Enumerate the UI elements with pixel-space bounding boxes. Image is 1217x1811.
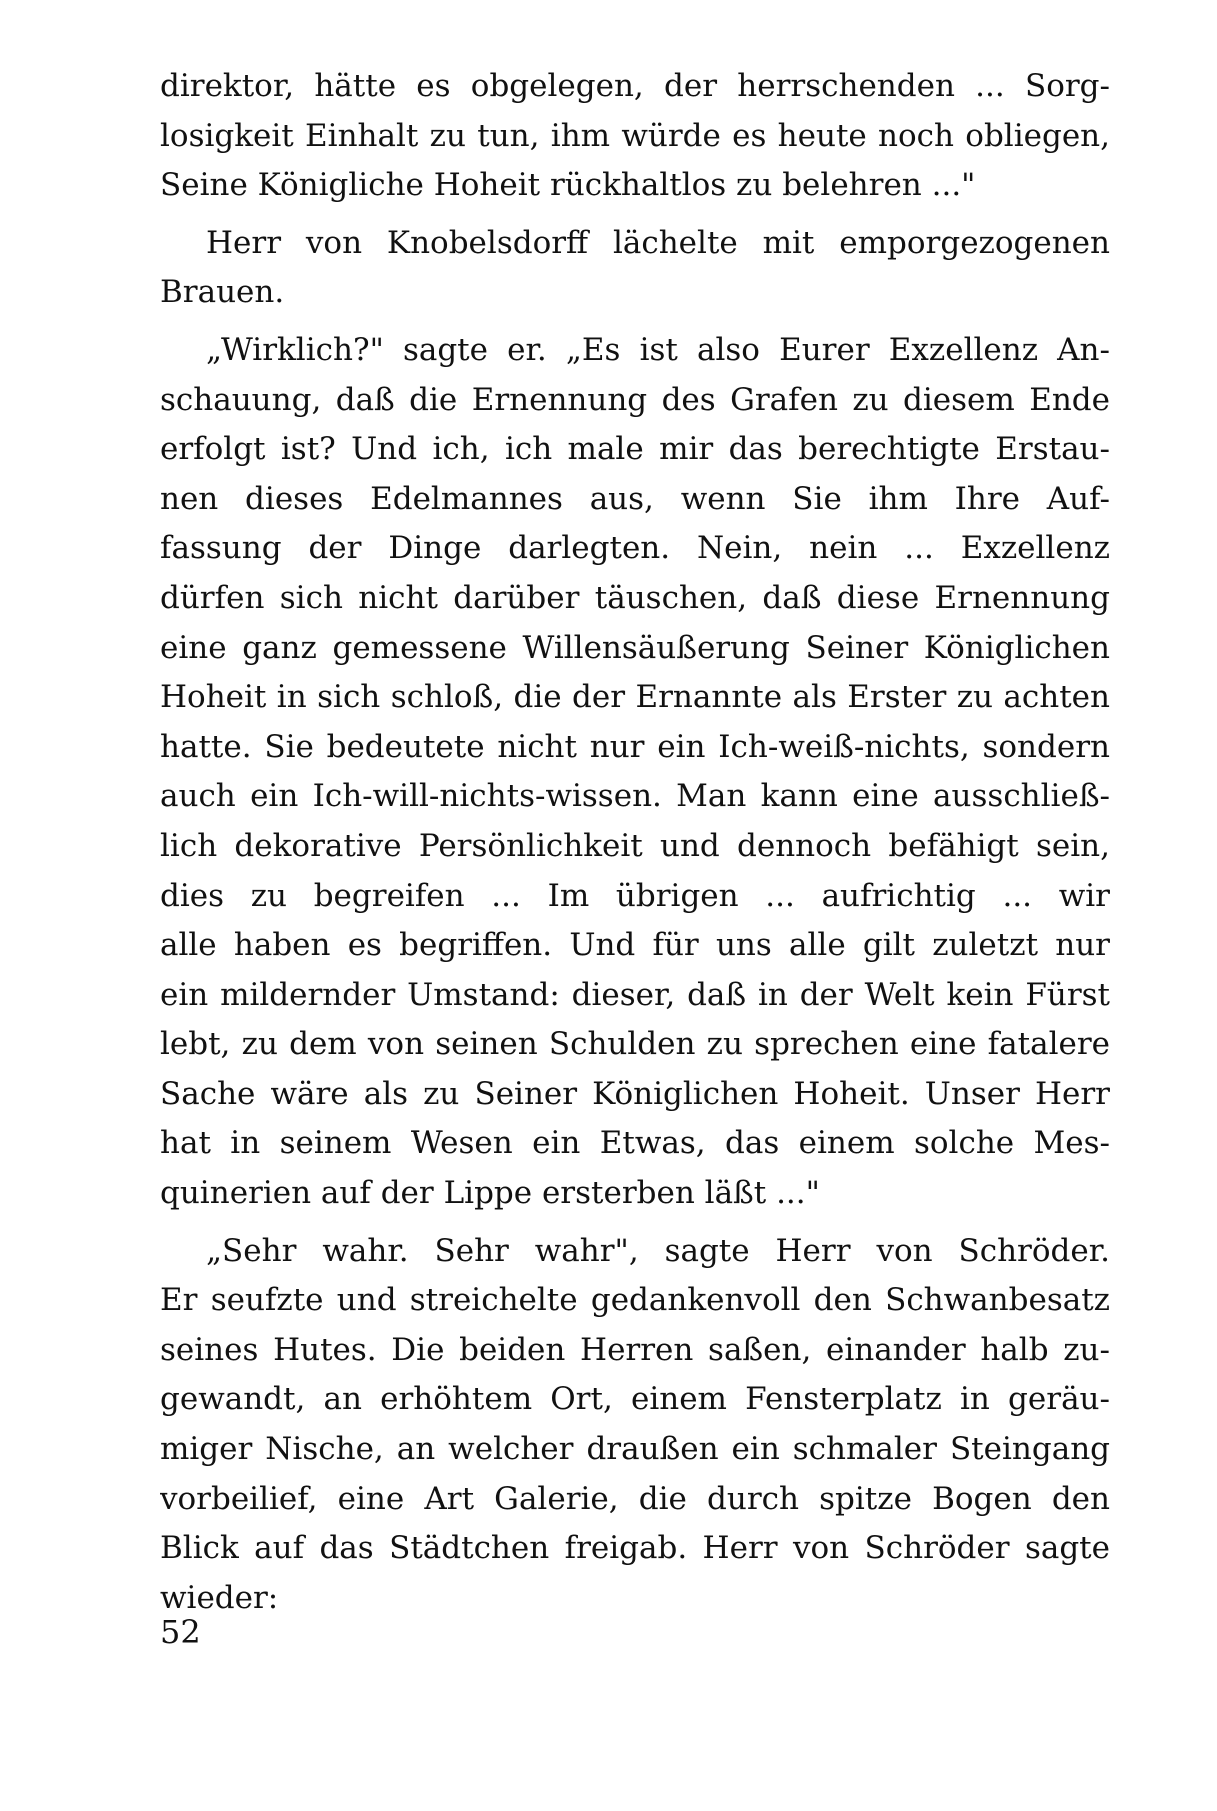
text-line: miger Nische, an welcher draußen ein schmaler Steingang [160, 1431, 1110, 1468]
text-line: Blick auf das Städtchen freigab. Herr von Schröder sagte [160, 1530, 1110, 1567]
text-line: direktor, hätte es obgelegen, der herrschenden ... Sorg- [160, 68, 1110, 104]
text-line: Sache wäre als zu Seiner Königlichen Hoheit. Unser Herr [160, 1075, 1110, 1112]
text-line: auch ein Ich-will-nichts-wissen. Man kann eine ausschließ- [160, 778, 1110, 815]
paragraph [160, 62, 1110, 211]
page-number: 52 [160, 1613, 201, 1651]
text-line: „Sehr wahr. Sehr wahr", sagte Herr von Schröder. [206, 1232, 1110, 1269]
text-line: dürfen sich nicht darüber täuschen, daß diese Ernennung [160, 579, 1110, 616]
paragraph [160, 219, 1110, 318]
text-line: alle haben es begriffen. Und für uns alle gilt zuletzt nur [160, 927, 1110, 964]
text-line: hatte. Sie bedeutete nicht nur ein Ich-weiß-nichts, sondern [160, 728, 1110, 765]
text-line: lich dekorative Persönlichkeit und dennoch befähigt sein, [160, 827, 1110, 864]
text-line: ein mildernder Umstand: dieser, daß in der Welt kein Fürst [160, 976, 1110, 1013]
text-line: dies zu begreifen ... Im übrigen ... aufrichtig ... wir [160, 877, 1110, 914]
text-line: Herr von Knobelsdorff lächelte mit emporgezogenen [206, 224, 1110, 261]
text-line: quinerien auf der Lippe ersterben läßt ..." [160, 1175, 820, 1212]
text-line: Brauen. [160, 274, 285, 311]
paragraph-gap [160, 318, 1110, 326]
text-line: nen dieses Edelmannes aus, wenn Sie ihm Ihre Auf- [160, 480, 1110, 517]
text-line: wieder: [160, 1579, 279, 1616]
text-line: hat in seinem Wesen ein Etwas, das einem solche Mes- [160, 1125, 1110, 1162]
text-line: losigkeit Einhalt zu tun, ihm würde es heute noch obliegen, [160, 117, 1110, 154]
paragraph [160, 1227, 1110, 1624]
text-line: Er seufzte und streichelte gedankenvoll den Schwanbesatz [160, 1282, 1110, 1319]
text-line: schauung, daß die Ernennung des Grafen zu diesem Ende [160, 381, 1110, 418]
text-line: eine ganz gemessene Willensäußerung Seiner Königlichen [160, 629, 1110, 666]
text-line: Hoheit in sich schloß, die der Ernannte als Erster zu achten [160, 679, 1110, 716]
text-line: „Wirklich?" sagte er. „Es ist also Eurer Exzellenz An- [206, 331, 1110, 368]
body-text [160, 62, 1110, 1623]
text-line: Seine Königliche Hoheit rückhaltlos zu belehren ..." [160, 167, 976, 204]
text-line: vorbeilief, eine Art Galerie, die durch spitze Bogen den [160, 1480, 1110, 1517]
text-line: gewandt, an erhöhtem Ort, einem Fensterplatz in geräu- [160, 1381, 1110, 1418]
paragraph-gap [160, 1219, 1110, 1227]
text-line: fassung der Dinge darlegten. Nein, nein ... Exzellenz [160, 530, 1110, 567]
text-line: lebt, zu dem von seinen Schulden zu sprechen eine fatalere [160, 1026, 1110, 1063]
text-line: seines Hutes. Die beiden Herren saßen, einander halb zu- [160, 1331, 1110, 1368]
paragraph-gap [160, 211, 1110, 219]
text-line: erfolgt ist? Und ich, ich male mir das berechtigte Erstau- [160, 431, 1110, 468]
paragraph [160, 326, 1110, 1219]
